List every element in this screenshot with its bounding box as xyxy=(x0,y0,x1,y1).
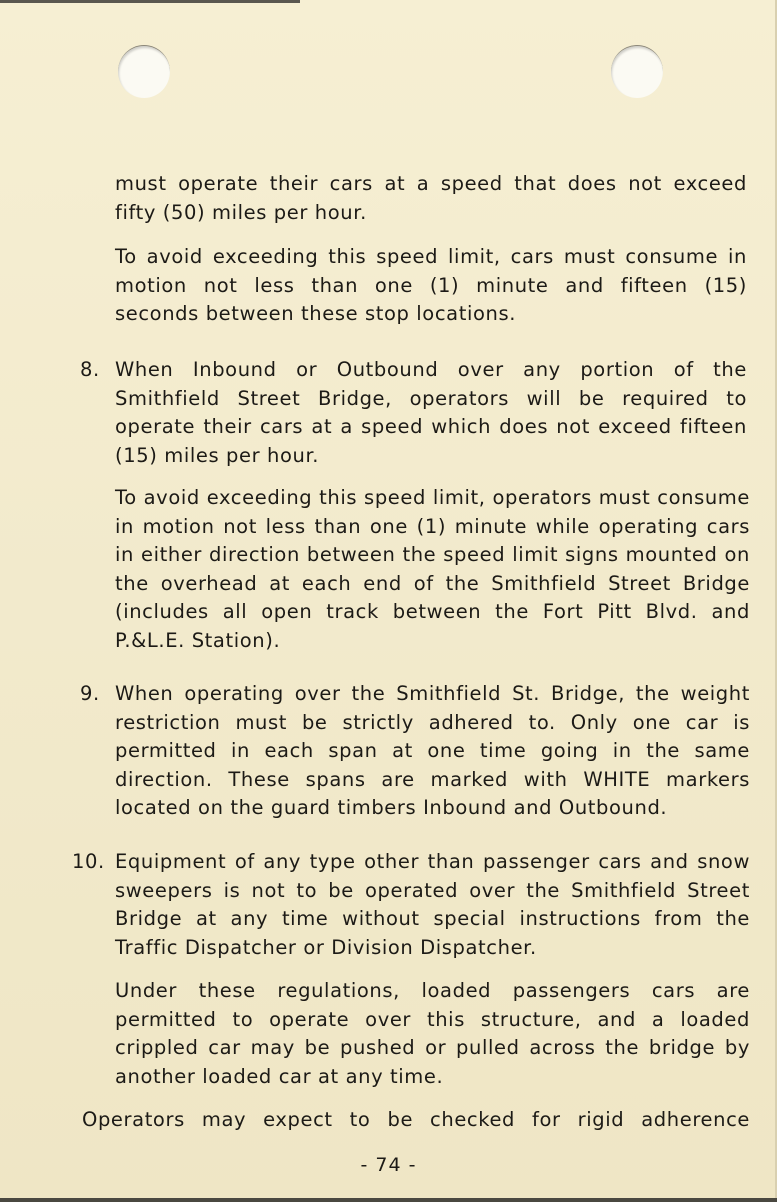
paragraph-closing: Operators may expect to be checked for rigid adherence xyxy=(82,1108,750,1131)
item-9-text: When operating over the Smithfield St. Bridge, the weight restriction must be strictly adhered to. Only one car is permitted in each span at one time going in the same direction. These spans are marked with WHITE markers located on the guard timbers Inbound and Outbound. xyxy=(115,682,750,819)
item-8-subparagraph: To avoid exceeding this speed limit, operators must consume in motion not less than one (1) minute while operating cars in either direction between the speed limit signs mounted on the overhead at each end of the Smithfield Street Bridge (includes all open track between the Fort Pitt Blvd. and P.&L.E. Station). xyxy=(115,486,750,652)
item-9-number: 9. xyxy=(80,682,100,705)
bottom-edge-shadow xyxy=(0,1198,777,1202)
item-10-subparagraph: Under these regulations, loaded passengers cars are permitted to operate over this structure, and a loaded crippled car may be pushed or pulled across the bridge by another loaded car at any time. xyxy=(115,979,750,1088)
item-8-number: 8. xyxy=(80,358,100,381)
page-number: - 74 - xyxy=(360,1154,417,1176)
top-edge-shadow xyxy=(0,0,300,3)
item-8-text: When Inbound or Outbound over any portion of the Smithfield Street Bridge, operators will be required to operate their cars at a speed which does not exceed fifteen (15) miles per hour. xyxy=(115,358,747,467)
item-10-number: 10. xyxy=(72,850,105,873)
paragraph-speed-fifty: must operate their cars at a speed that does not exceed fifty (50) miles per hour. xyxy=(115,172,747,224)
binder-hole-right xyxy=(611,45,663,98)
paragraph-avoid-speed-limit: To avoid exceeding this speed limit, cars must consume in motion not less than one (1) minute and fifteen (15) seconds between these stop locations. xyxy=(115,245,747,325)
item-10-text: Equipment of any type other than passenger cars and snow sweepers is not to be operated over the Smithfield Street Bridge at any time without special instructions from the Traffic Dispatcher or Division Dispatcher. xyxy=(115,850,750,959)
binder-hole-left xyxy=(118,45,170,98)
